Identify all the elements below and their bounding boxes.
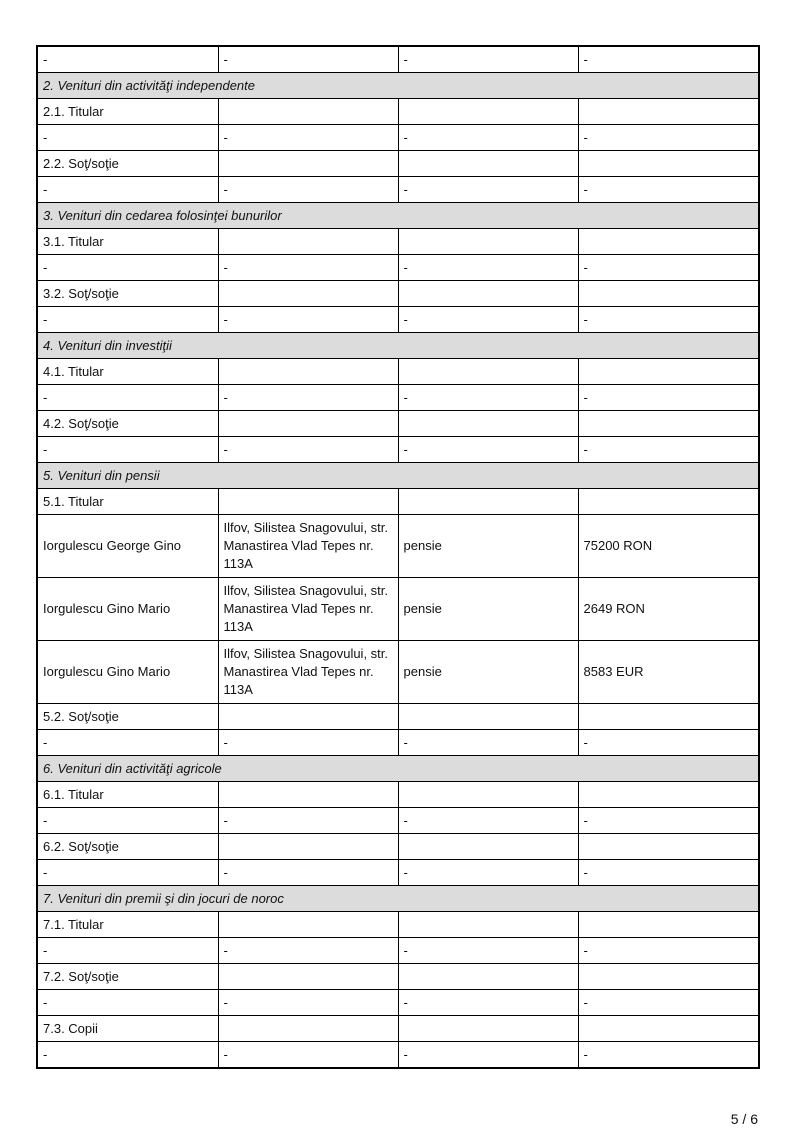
dash-cell: - bbox=[398, 990, 578, 1016]
dash-cell: - bbox=[37, 808, 218, 834]
empty-cell bbox=[578, 782, 759, 808]
empty-cell bbox=[218, 411, 398, 437]
empty-cell bbox=[218, 964, 398, 990]
subsection-label: 5.1. Titular bbox=[37, 489, 218, 515]
table-body bbox=[37, 46, 759, 1068]
dash-cell: - bbox=[578, 860, 759, 886]
empty-entry-row bbox=[37, 938, 759, 964]
empty-cell bbox=[578, 964, 759, 990]
dash-cell: - bbox=[398, 730, 578, 756]
dash-cell: - bbox=[398, 177, 578, 203]
empty-cell bbox=[398, 912, 578, 938]
subsection-row bbox=[37, 151, 759, 177]
subsection-label: 4.2. Soţ/soţie bbox=[37, 411, 218, 437]
subsection-label: 7.3. Copii bbox=[37, 1016, 218, 1042]
dash-cell: - bbox=[398, 385, 578, 411]
dash-cell: - bbox=[398, 938, 578, 964]
dash-cell: - bbox=[37, 307, 218, 333]
income-source-address: Ilfov, Silistea Snagovului, str. Manastirea Vlad Tepes nr. 113A bbox=[218, 578, 398, 641]
empty-cell bbox=[578, 489, 759, 515]
empty-entry-row bbox=[37, 1042, 759, 1069]
empty-cell bbox=[578, 151, 759, 177]
income-entry-row bbox=[37, 578, 759, 641]
beneficiary-name: Iorgulescu George Gino bbox=[37, 515, 218, 578]
empty-cell bbox=[398, 359, 578, 385]
section-header-row bbox=[37, 886, 759, 912]
dash-cell: - bbox=[398, 46, 578, 73]
subsection-label: 2.1. Titular bbox=[37, 99, 218, 125]
subsection-row bbox=[37, 359, 759, 385]
subsection-label: 3.2. Soţ/soţie bbox=[37, 281, 218, 307]
subsection-row bbox=[37, 411, 759, 437]
empty-cell bbox=[578, 1016, 759, 1042]
empty-cell bbox=[218, 281, 398, 307]
dash-cell: - bbox=[218, 255, 398, 281]
dash-cell: - bbox=[37, 437, 218, 463]
dash-cell: - bbox=[37, 860, 218, 886]
section-header-row bbox=[37, 73, 759, 99]
empty-cell bbox=[218, 151, 398, 177]
empty-cell bbox=[578, 359, 759, 385]
dash-cell: - bbox=[37, 730, 218, 756]
empty-cell bbox=[398, 782, 578, 808]
subsection-row bbox=[37, 834, 759, 860]
empty-entry-row bbox=[37, 730, 759, 756]
section-title: 2. Venituri din activităţi independente bbox=[37, 73, 759, 99]
dash-cell: - bbox=[578, 46, 759, 73]
dash-cell: - bbox=[37, 125, 218, 151]
dash-cell: - bbox=[578, 990, 759, 1016]
dash-cell: - bbox=[218, 860, 398, 886]
empty-cell bbox=[578, 912, 759, 938]
income-entry-row bbox=[37, 641, 759, 704]
income-type: pensie bbox=[398, 578, 578, 641]
page-number: 5 / 6 bbox=[730, 1111, 758, 1127]
empty-cell bbox=[218, 99, 398, 125]
beneficiary-name: Iorgulescu Gino Mario bbox=[37, 641, 218, 704]
empty-cell bbox=[398, 281, 578, 307]
dash-cell: - bbox=[578, 938, 759, 964]
subsection-label: 6.1. Titular bbox=[37, 782, 218, 808]
dash-cell: - bbox=[578, 1042, 759, 1069]
dash-cell: - bbox=[218, 730, 398, 756]
section-title: 6. Venituri din activităţi agricole bbox=[37, 756, 759, 782]
subsection-row bbox=[37, 281, 759, 307]
dash-cell: - bbox=[578, 307, 759, 333]
section-title: 5. Venituri din pensii bbox=[37, 463, 759, 489]
empty-cell bbox=[398, 834, 578, 860]
subsection-label: 2.2. Soţ/soţie bbox=[37, 151, 218, 177]
income-type: pensie bbox=[398, 641, 578, 704]
empty-cell bbox=[398, 151, 578, 177]
section-title: 3. Venituri din cedarea folosinţei bunurilor bbox=[37, 203, 759, 229]
dash-cell: - bbox=[398, 307, 578, 333]
section-header-row bbox=[37, 756, 759, 782]
empty-cell bbox=[398, 489, 578, 515]
empty-entry-row bbox=[37, 46, 759, 73]
dash-cell: - bbox=[578, 255, 759, 281]
empty-cell bbox=[578, 704, 759, 730]
empty-entry-row bbox=[37, 307, 759, 333]
dash-cell: - bbox=[578, 730, 759, 756]
dash-cell: - bbox=[218, 938, 398, 964]
empty-cell bbox=[398, 411, 578, 437]
section-header-row bbox=[37, 333, 759, 359]
empty-cell bbox=[578, 281, 759, 307]
empty-cell bbox=[218, 834, 398, 860]
dash-cell: - bbox=[37, 938, 218, 964]
section-header-row bbox=[37, 203, 759, 229]
section-title: 7. Venituri din premii şi din jocuri de noroc bbox=[37, 886, 759, 912]
subsection-row bbox=[37, 229, 759, 255]
dash-cell: - bbox=[37, 385, 218, 411]
income-type: pensie bbox=[398, 515, 578, 578]
subsection-label: 4.1. Titular bbox=[37, 359, 218, 385]
empty-entry-row bbox=[37, 437, 759, 463]
section-title: 4. Venituri din investiţii bbox=[37, 333, 759, 359]
beneficiary-name: Iorgulescu Gino Mario bbox=[37, 578, 218, 641]
dash-cell: - bbox=[218, 808, 398, 834]
income-amount: 75200 RON bbox=[578, 515, 759, 578]
dash-cell: - bbox=[398, 437, 578, 463]
dash-cell: - bbox=[218, 177, 398, 203]
empty-entry-row bbox=[37, 808, 759, 834]
subsection-label: 5.2. Soţ/soţie bbox=[37, 704, 218, 730]
dash-cell: - bbox=[398, 255, 578, 281]
empty-cell bbox=[218, 704, 398, 730]
empty-cell bbox=[398, 229, 578, 255]
subsection-row bbox=[37, 1016, 759, 1042]
empty-entry-row bbox=[37, 860, 759, 886]
empty-cell bbox=[578, 411, 759, 437]
subsection-label: 7.1. Titular bbox=[37, 912, 218, 938]
subsection-row bbox=[37, 99, 759, 125]
empty-cell bbox=[218, 229, 398, 255]
dash-cell: - bbox=[37, 255, 218, 281]
dash-cell: - bbox=[578, 437, 759, 463]
empty-entry-row bbox=[37, 255, 759, 281]
dash-cell: - bbox=[218, 437, 398, 463]
dash-cell: - bbox=[398, 125, 578, 151]
dash-cell: - bbox=[578, 385, 759, 411]
empty-cell bbox=[218, 359, 398, 385]
dash-cell: - bbox=[398, 860, 578, 886]
income-amount: 8583 EUR bbox=[578, 641, 759, 704]
subsection-row bbox=[37, 912, 759, 938]
subsection-row bbox=[37, 489, 759, 515]
dash-cell: - bbox=[218, 1042, 398, 1069]
subsection-label: 3.1. Titular bbox=[37, 229, 218, 255]
subsection-row bbox=[37, 704, 759, 730]
dash-cell: - bbox=[37, 46, 218, 73]
empty-cell bbox=[398, 704, 578, 730]
empty-cell bbox=[398, 964, 578, 990]
dash-cell: - bbox=[218, 46, 398, 73]
empty-cell bbox=[218, 1016, 398, 1042]
income-entry-row bbox=[37, 515, 759, 578]
dash-cell: - bbox=[37, 1042, 218, 1069]
subsection-row bbox=[37, 782, 759, 808]
dash-cell: - bbox=[218, 125, 398, 151]
empty-cell bbox=[398, 1016, 578, 1042]
dash-cell: - bbox=[37, 177, 218, 203]
empty-entry-row bbox=[37, 385, 759, 411]
subsection-label: 7.2. Soţ/soţie bbox=[37, 964, 218, 990]
dash-cell: - bbox=[37, 990, 218, 1016]
dash-cell: - bbox=[578, 177, 759, 203]
income-source-address: Ilfov, Silistea Snagovului, str. Manastirea Vlad Tepes nr. 113A bbox=[218, 515, 398, 578]
empty-entry-row bbox=[37, 990, 759, 1016]
empty-entry-row bbox=[37, 177, 759, 203]
income-amount: 2649 RON bbox=[578, 578, 759, 641]
empty-cell bbox=[578, 834, 759, 860]
subsection-label: 6.2. Soţ/soţie bbox=[37, 834, 218, 860]
empty-cell bbox=[218, 489, 398, 515]
dash-cell: - bbox=[578, 808, 759, 834]
dash-cell: - bbox=[578, 125, 759, 151]
section-header-row bbox=[37, 463, 759, 489]
empty-cell bbox=[398, 99, 578, 125]
empty-cell bbox=[218, 912, 398, 938]
income-declaration-table bbox=[36, 45, 760, 1069]
subsection-row bbox=[37, 964, 759, 990]
dash-cell: - bbox=[398, 1042, 578, 1069]
dash-cell: - bbox=[398, 808, 578, 834]
income-source-address: Ilfov, Silistea Snagovului, str. Manastirea Vlad Tepes nr. 113A bbox=[218, 641, 398, 704]
empty-cell bbox=[578, 99, 759, 125]
empty-cell bbox=[218, 782, 398, 808]
dash-cell: - bbox=[218, 385, 398, 411]
empty-entry-row bbox=[37, 125, 759, 151]
dash-cell: - bbox=[218, 990, 398, 1016]
empty-cell bbox=[578, 229, 759, 255]
dash-cell: - bbox=[218, 307, 398, 333]
